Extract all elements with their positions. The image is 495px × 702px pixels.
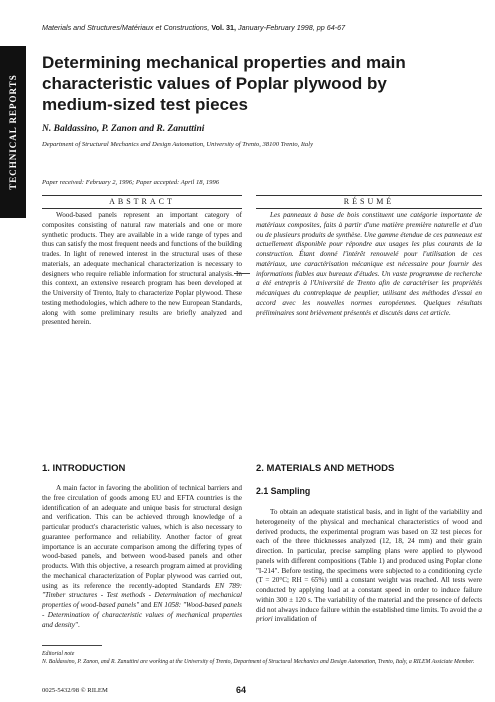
resume-heading: RÉSUMÉ (256, 195, 482, 209)
journal-header (42, 23, 482, 32)
sampling-body (256, 508, 482, 625)
sampling-italic-phrase: a priori (256, 605, 482, 624)
resume-body: Les panneaux à base de bois constituent une catégorie importante de matériaux composites, faits à partir d'une matière première naturelle et d'un ou de plusieurs produits de synthèse. Une gamme étendue de ces panneaux est actuellement disponible pour répondre aux usages les plus courants de la construction. Étant donné l'intérêt renouvelé pour l'utilisation de ces matériaux, une caractérisation mécanique est nécessaire pour fournir des informations fiables aux bureaux d'études. Un vaste programme de recherche a été entrepris à l'Université de Trento afin de caractériser les propriétés mécaniques du contreplaque de peuplier, utilisant des méthodes d'essai en accord avec les nouvelles normes européennes. Quelques résultats préliminaires sont brièvement présentés et discutés dans cet article. (256, 211, 482, 317)
sampling-text-end: invalidation of (272, 615, 317, 624)
introduction-text: A main factor in favoring the abolition of technical barriers and the free circulation of goods among EU and EFTA countries is the identification of an adequate and unique basis for structural design and verification. This can be achieved through knowledge of a particular product's characteristic values, which is also necessary to guarantee performance and reliability. Another factor of great importance is an accurate comparison among the differing types of wood-based panels, and between wood-based panels and other products. With this objective, a research program aimed at providing the mechanical characterization of Poplar plywood was carried out, using as its reference the recently-adopted Standards (42, 484, 242, 590)
sampling-text: To obtain an adequate statistical basis, and in light of the variability and heterogeneity of the physical and mechanical characteristics of wood and derived products, the experimental program was based on 32 test pieces for each of the three thicknesses analyzed (12, 18, 24 mm) and their grain direction. In particular, precise sampling plans were applied to plywood panels with different compositions (Table 1) and produced using Poplar clone "I-214". Before testing, the specimens were subjected to a conditioning cycle (T = 20°C; RH = 65%) until a constant weight was reached. All tests were conducted by applying load at a constant speed in order to induce failure within 300 ± 120 s. The variability of the material and the presence of defects did not always induce failure within the established time limits. To avoid the (256, 508, 482, 614)
standard-reference-en1058: EN 1058: "Wood-based panels - Determination of characteristic values of mechanical properties and density" (42, 601, 242, 629)
journal-volume: Vol. 31, (211, 23, 237, 32)
footnote-divider (42, 645, 102, 646)
article-title: Determining mechanical properties and main characteristic values of Poplar plywood by medium-sized test pieces (42, 53, 406, 114)
sampling-subheading: 2.1 Sampling (256, 486, 311, 496)
section-divider (234, 273, 250, 274)
standard-reference-en789: EN 789: "Timber structures - Test methods - Determination of mechanical properties of wood-based panels" (42, 581, 243, 609)
abstract-heading: ABSTRACT (42, 195, 242, 209)
section-side-tab (0, 46, 26, 218)
article-authors: N. Baldassino, P. Zanon and R. Zanuttini (42, 124, 205, 134)
footnote-label: Editorial note (42, 651, 75, 657)
introduction-conjunction: and (139, 601, 154, 609)
author-affiliation: Department of Structural Mechanics and Design Automation, University of Trento, 38100 Trento, Italy (42, 141, 313, 148)
side-tab-label: TECHNICAL REPORTS (8, 74, 18, 190)
journal-issue: January-February 1998, pp 64-67 (238, 23, 346, 32)
introduction-end: . (77, 620, 80, 629)
paper-dates: Paper received: February 2, 1996; Paper accepted: April 18, 1996 (42, 179, 220, 186)
methods-heading: 2. MATERIALS AND METHODS (256, 463, 395, 474)
abstract-body: Wood-based panels represent an important category of composites consisting of natural raw materials and one or more synthetic products. They are available in a wide range of types and thus can satisfy the most frequent needs and functions of the building trades. In light of renewed interest in the structural uses of these materials, an adequate mechanical characterization is necessary to designers who require reliable information for structural analysis. In this context, an extensive research program has been developed at the University of Trento, Italy to characterize Poplar plywood. These testing methodologies, which adhere to the new European Standards, along with some preliminary results are briefly analyzed and presented herein. (42, 211, 242, 327)
issn-copyright: 0025-5432/98 © RILEM (42, 687, 108, 694)
footnote-text: N. Baldassino, P. Zanon, and R. Zanuttini are working at the University of Trento, Department of Structural Mechanics and Design Automation, Trento, Italy, a RILEM Assiciate Member. (42, 659, 475, 665)
page-number: 64 (236, 685, 247, 695)
journal-name: Materials and Structures/Matériaux et Constructions, (42, 23, 210, 32)
introduction-body (42, 484, 242, 630)
introduction-heading: 1. INTRODUCTION (42, 463, 126, 474)
